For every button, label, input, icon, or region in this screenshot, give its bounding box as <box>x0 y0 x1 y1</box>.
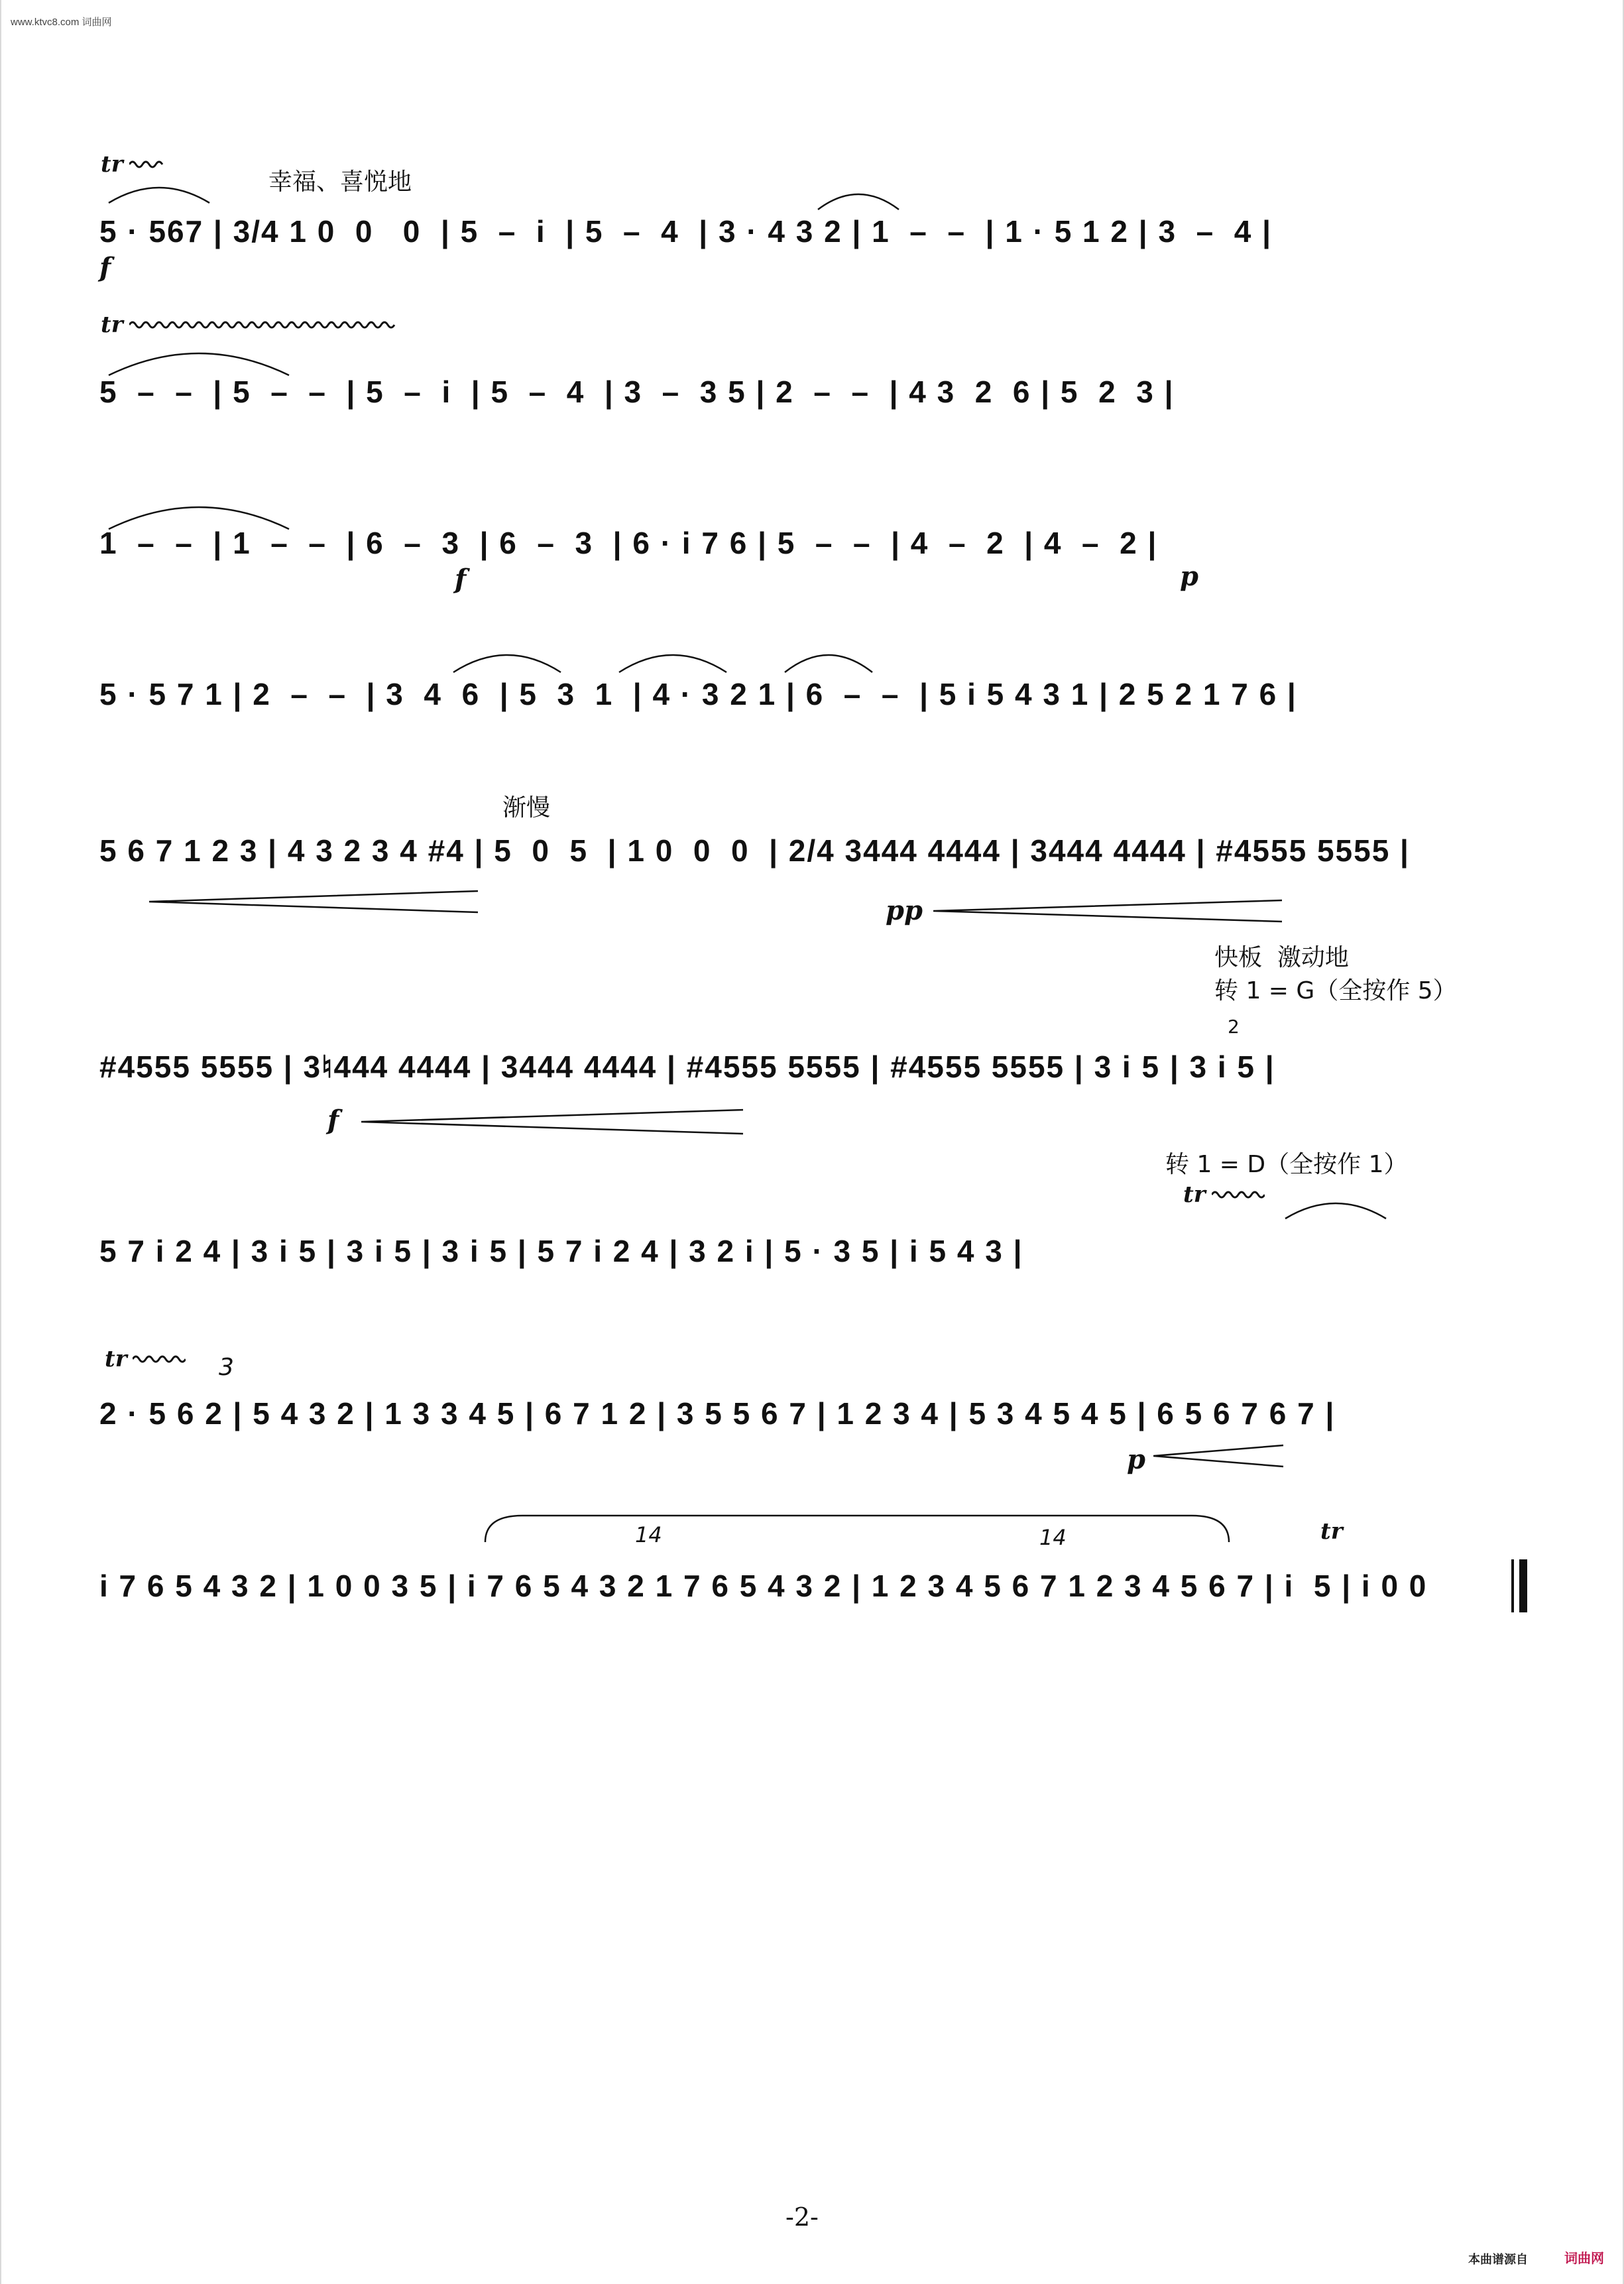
trill-wave <box>129 159 169 170</box>
left-margin-strip <box>0 0 1 2284</box>
slur <box>106 338 292 378</box>
trill-wave <box>129 320 401 330</box>
final-barline-thin <box>1511 1559 1514 1612</box>
expression-mark: 渐慢 <box>502 794 551 821</box>
trill-mark: tr <box>101 312 123 338</box>
final-barline-thick <box>1519 1559 1527 1612</box>
crescendo-hairpin <box>1153 1444 1286 1468</box>
dynamic-mark: f <box>327 1105 339 1136</box>
score-line-2: 5 – – | 5 – – | 5 – i | 5 – 4 | 3 – 3 5 | 2 – – | 4 3 2 6 | 5 2 3 | <box>99 375 1175 409</box>
crescendo-hairpin <box>933 899 1285 923</box>
trill-wave <box>133 1354 186 1364</box>
slur <box>106 492 292 532</box>
score-line-9: i 7 6 5 4 3 2 | 1 0 0 3 5 | i 7 6 5 4 3 2 1 7 6 5 4 3 2 | 1 2 3 4 5 6 7 1 2 3 4 5 6 7 | i 5 | i 0 0 <box>99 1569 1428 1603</box>
dynamic-mark: pp <box>886 895 923 926</box>
footer-source: 本曲谱源自 <box>1468 2253 1528 2266</box>
trill-mark: tr <box>101 151 123 178</box>
score-line-1: 5 · 567 | 3/4 1 0 0 0 | 5 – i | 5 – 4 | 3 · 4 3 2 | 1 – – | 1 · 5 1 2 | 3 – 4 | <box>99 214 1272 249</box>
score-line-3: 1 – – | 1 – – | 6 – 3 | 6 – 3 | 6 · i 7 6 | 5 – – | 4 – 2 | 4 – 2 | <box>99 526 1158 560</box>
key-change-mark: 转 1 = D（全按作 1） <box>1165 1151 1408 1178</box>
tuplet-number: 14 <box>635 1522 662 1547</box>
slur <box>451 644 563 675</box>
tuplet-number: 3 <box>219 1354 234 1381</box>
slur <box>616 644 729 675</box>
slur <box>1283 1195 1389 1221</box>
expression-mark: 幸福、喜悦地 <box>268 168 412 196</box>
slur <box>782 644 875 675</box>
tuplet-number: 14 <box>1039 1525 1067 1550</box>
score-line-8: 2 · 5 6 2 | 5 4 3 2 | 1 3 3 4 5 | 6 7 1 2 | 3 5 5 6 7 | 1 2 3 4 | 5 3 4 5 4 5 | 6 5 6 7 6 7 | <box>99 1396 1336 1431</box>
slur <box>815 186 901 212</box>
slur <box>106 179 212 206</box>
diminuendo-hairpin <box>149 888 481 915</box>
trill-mark: tr <box>1183 1181 1206 1208</box>
page-number: -2- <box>785 2202 819 2232</box>
trill-mark: tr <box>1320 1518 1343 1545</box>
tempo-mark: 快板 激动地 <box>1214 944 1349 971</box>
dynamic-mark: f <box>99 252 111 283</box>
score-line-5: 5 6 7 1 2 3 | 4 3 2 3 4 #4 | 5 0 5 | 1 0 0 0 | 2/4 3444 4444 | 3444 4444 | #4555 5555 | <box>99 833 1410 868</box>
site-url: www.ktvc8.com 词曲网 <box>11 17 112 28</box>
crescendo-hairpin <box>361 1109 746 1135</box>
key-change-mark: 转 1 = G（全按作 5） <box>1214 977 1457 1004</box>
dynamic-mark: p <box>1127 1444 1145 1475</box>
slur <box>483 1512 1232 1545</box>
grace-note: 2 <box>1228 1016 1240 1038</box>
trill-wave <box>1212 1189 1265 1200</box>
trill-mark: tr <box>105 1346 127 1372</box>
score-line-6: #4555 5555 | 3♮444 4444 | 3444 4444 | #4555 5555 | #4555 5555 | 3 i 5 | 3 i 5 | <box>99 1050 1275 1084</box>
score-line-7: 5 7 i 2 4 | 3 i 5 | 3 i 5 | 3 i 5 | 5 7 i 2 4 | 3 2 i | 5 · 3 5 | i 5 4 3 | <box>99 1234 1023 1268</box>
score-line-4: 5 · 5 7 1 | 2 – – | 3 4 6 | 5 3 1 | 4 · 3 2 1 | 6 – – | 5 i 5 4 3 1 | 2 5 2 1 7 6 | <box>99 677 1297 711</box>
dynamic-mark: p <box>1180 561 1198 592</box>
footer-logo: 词曲网 <box>1564 2252 1604 2266</box>
dynamic-mark: f <box>455 564 467 595</box>
